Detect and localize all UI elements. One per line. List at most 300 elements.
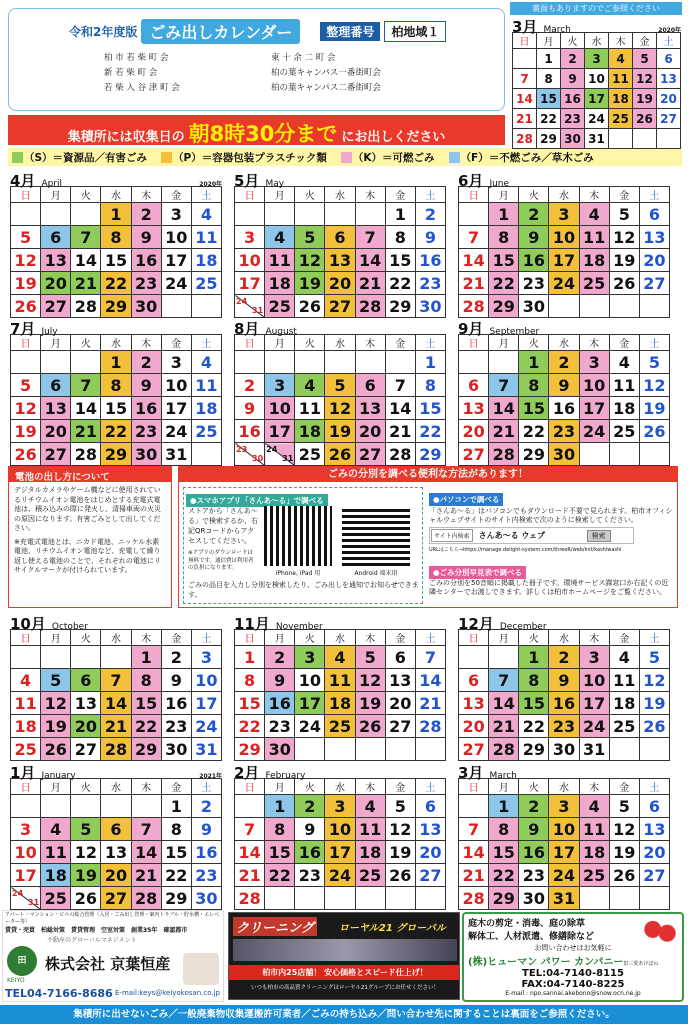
month-name: 4月: [10, 172, 36, 190]
day-cell: 8: [489, 818, 519, 841]
day-cell: 22: [131, 715, 161, 738]
day-cell: 22: [101, 272, 131, 295]
day-cell: 13: [101, 841, 131, 864]
battery-title: 電池の出し方について: [9, 467, 171, 482]
week-row: [235, 249, 446, 272]
banner-time: 朝8時30分まで: [188, 122, 338, 146]
ad-human-company: (株)ヒューマン パワー カンパニー: [468, 957, 624, 968]
day-cell: [101, 795, 131, 818]
week-row: [459, 374, 670, 397]
day-cell: 30: [265, 738, 295, 761]
site-search-input[interactable]: さんあ～る ウェブ: [478, 531, 546, 540]
day-cell: 18: [191, 397, 221, 420]
day-cell: [609, 443, 639, 466]
app-section: [183, 487, 423, 604]
weekday-header: 土: [191, 187, 221, 203]
book-text: ごみの分別を50音順に掲載した冊子です。環境サービス課窓口か右記くの近隣センターでお渡しできます。詳しくは柏市ホームページをご覧ください。: [429, 579, 669, 596]
day-cell: 14: [459, 841, 489, 864]
day-cell: 30: [415, 295, 445, 318]
weekday-header: 日: [459, 630, 489, 646]
day-cell: [325, 738, 355, 761]
day-cell: 26: [609, 272, 639, 295]
day-cell: 13: [415, 818, 445, 841]
association-left-2: 新 若 柴 町 会: [104, 68, 158, 78]
day-cell: [295, 738, 325, 761]
month-header: [458, 318, 670, 338]
legend-item-s: [12, 150, 147, 165]
association-left-3: 若 柴 入 谷 津 町 会: [104, 83, 180, 93]
day-cell: 2: [191, 795, 221, 818]
day-cell: 17: [549, 249, 579, 272]
url-text[interactable]: URLはこちら→https://manage.delight-system.com/threeR/web/init/kashiwashi: [429, 547, 622, 553]
week-row: [11, 887, 222, 910]
day-cell: [11, 795, 41, 818]
day-cell: 24: [161, 420, 191, 443]
day-cell: 29: [235, 738, 265, 761]
day-cell: [191, 443, 221, 466]
day-cell: 17: [325, 841, 355, 864]
day-cell: 8: [537, 69, 561, 89]
day-cell: 13: [325, 249, 355, 272]
weekday-header: 土: [415, 187, 445, 203]
pc-section: [429, 487, 673, 557]
day-cell: 6: [325, 226, 355, 249]
day-cell: 29: [415, 443, 445, 466]
month-name: 7月: [10, 320, 36, 338]
day-cell: 15: [489, 841, 519, 864]
day-cell: 5: [11, 374, 41, 397]
day-cell: 21: [459, 272, 489, 295]
month-grid: [10, 629, 222, 761]
day-cell: 25: [609, 715, 639, 738]
day-cell: 14: [71, 249, 101, 272]
month-grid: [234, 778, 446, 910]
day-cell: 11: [265, 249, 295, 272]
qr-android[interactable]: [342, 506, 410, 566]
weekday-header: 水: [101, 335, 131, 351]
day-cell: 24: [295, 715, 325, 738]
weekday-header: 金: [161, 630, 191, 646]
month-name: 3月: [512, 18, 538, 36]
day-cell: 2: [549, 646, 579, 669]
day-cell: [71, 351, 101, 374]
day-cell: 23: [131, 420, 161, 443]
day-cell: 27: [325, 295, 355, 318]
day-cell: 10: [191, 669, 221, 692]
day-cell: 18: [295, 420, 325, 443]
day-cell: 30: [519, 295, 549, 318]
day-cell: 13: [41, 397, 71, 420]
day-cell: 26: [71, 887, 101, 910]
day-cell: 19: [639, 692, 669, 715]
month-english: February: [265, 771, 306, 781]
day-cell: 2: [131, 203, 161, 226]
day-cell: 19: [609, 841, 639, 864]
day-cell: 24: [579, 420, 609, 443]
weekday-header: 水: [549, 779, 579, 795]
qr-iphone[interactable]: [264, 506, 332, 566]
day-cell: 1: [537, 49, 561, 69]
day-cell: 26: [609, 864, 639, 887]
day-cell: 25: [355, 864, 385, 887]
day-cell: 10: [295, 669, 325, 692]
day-cell: 11: [579, 818, 609, 841]
weekday-header: 木: [579, 335, 609, 351]
weekday-header: 月: [489, 335, 519, 351]
weekday-header: 月: [41, 779, 71, 795]
month-header: [234, 318, 446, 338]
day-cell: 27: [355, 443, 385, 466]
day-cell: 15: [161, 841, 191, 864]
day-cell: 2: [161, 646, 191, 669]
day-cell: 24: [325, 864, 355, 887]
day-cell: 1: [101, 203, 131, 226]
ad-human-mail[interactable]: E-mail : npo.sannai.akebono@snow.ocn.ne.jp: [505, 990, 641, 997]
day-cell: 13: [385, 669, 415, 692]
day-cell: 12: [639, 669, 669, 692]
day-cell: 17: [191, 692, 221, 715]
weekday-header: 水: [325, 630, 355, 646]
day-cell: 16: [561, 89, 585, 109]
day-cell: [295, 203, 325, 226]
week-row: [513, 129, 681, 149]
day-cell: 4: [609, 49, 633, 69]
week-row: [235, 692, 446, 715]
weekday-header: 水: [101, 630, 131, 646]
day-cell: 7: [101, 669, 131, 692]
day-cell: 24: [549, 864, 579, 887]
day-cell: 26: [11, 295, 41, 318]
day-cell: [41, 351, 71, 374]
day-cell: 14: [415, 669, 445, 692]
day-cell: 24: [585, 109, 609, 129]
month-jul: [10, 318, 222, 466]
day-cell: 22: [235, 715, 265, 738]
week-row: [11, 397, 222, 420]
day-cell: 27: [459, 738, 489, 761]
day-cell: 7: [385, 374, 415, 397]
day-cell: 12: [41, 692, 71, 715]
day-cell: 15: [415, 397, 445, 420]
day-cell: 2: [549, 351, 579, 374]
day-cell: [459, 351, 489, 374]
day-cell: 18: [265, 272, 295, 295]
day-cell: 4: [355, 795, 385, 818]
weekday-header: 日: [459, 335, 489, 351]
day-cell: 19: [385, 841, 415, 864]
book-section: [429, 560, 673, 604]
day-cell: 8: [101, 226, 131, 249]
week-row: [11, 841, 222, 864]
week-row: [459, 397, 670, 420]
day-cell: 7: [459, 226, 489, 249]
month-jan: [10, 762, 222, 910]
day-cell: 3: [161, 351, 191, 374]
day-cell: [489, 351, 519, 374]
weekday-header: 金: [609, 187, 639, 203]
day-cell: 24: [161, 272, 191, 295]
day-cell: 25: [265, 295, 295, 318]
day-cell: 23: [295, 864, 325, 887]
day-cell: 15: [385, 249, 415, 272]
day-cell: 1: [519, 351, 549, 374]
ad-cleaning-line: 柏市内25店舗！ 安心価格とスピード仕上げ！: [229, 965, 460, 980]
day-cell: 29: [489, 295, 519, 318]
day-cell: 6: [459, 374, 489, 397]
ad-keiyo: [2, 910, 224, 1002]
week-row: [11, 226, 222, 249]
day-cell: [355, 203, 385, 226]
day-cell: [657, 129, 681, 149]
day-cell: 12: [385, 818, 415, 841]
day-cell: 2: [519, 203, 549, 226]
day-cell: 21: [71, 272, 101, 295]
month-english: November: [275, 622, 323, 632]
app-note: ※アプリのダウンロードは無料です。通信費は利用者の負担になります。: [188, 550, 254, 571]
day-cell: 22: [519, 715, 549, 738]
day-cell: 1: [131, 646, 161, 669]
day-cell: 18: [41, 864, 71, 887]
day-cell: 16: [161, 692, 191, 715]
day-cell: 24: [579, 715, 609, 738]
day-cell: 7: [415, 646, 445, 669]
day-cell: [639, 443, 669, 466]
day-cell: [579, 887, 609, 910]
day-cell: 4: [579, 203, 609, 226]
qr-android-label: Android 端末用: [354, 570, 398, 577]
week-row: [513, 69, 681, 89]
week-row: [235, 646, 446, 669]
tulip-icon: [642, 918, 678, 956]
week-row: [11, 351, 222, 374]
day-cell: 31: [161, 443, 191, 466]
month-header: [458, 762, 670, 782]
app-text-2: ごみの品目を入力し分別を検索したり、ごみ出しを通知でお知らせできます。: [188, 581, 419, 599]
day-cell: [235, 795, 265, 818]
month-name: 9月: [458, 320, 484, 338]
month-nov: [234, 613, 446, 761]
day-cell: 28: [459, 295, 489, 318]
weekday-header: 木: [355, 187, 385, 203]
day-cell: 1: [101, 351, 131, 374]
day-cell: 22: [161, 864, 191, 887]
day-cell: 19: [295, 272, 325, 295]
day-cell: 16: [191, 841, 221, 864]
page-title: ごみ出しカレンダー: [141, 19, 300, 44]
month-name: 8月: [234, 320, 260, 338]
week-row: [11, 374, 222, 397]
day-cell: 31: [191, 738, 221, 761]
day-cell: [325, 203, 355, 226]
month-english: September: [489, 327, 540, 337]
day-cell: [579, 443, 609, 466]
day-cell: 30: [161, 738, 191, 761]
day-cell: 30: [561, 129, 585, 149]
day-cell: [579, 295, 609, 318]
weekday-header: 日: [11, 187, 41, 203]
day-cell: [549, 295, 579, 318]
day-cell: 26: [639, 420, 669, 443]
day-cell: 3: [191, 646, 221, 669]
day-cell: 13: [639, 226, 669, 249]
day-cell: 17: [579, 692, 609, 715]
month-sep: [458, 318, 670, 466]
weekday-header: 水: [585, 33, 609, 49]
week-row: [235, 715, 446, 738]
day-cell: 30: [131, 443, 161, 466]
day-cell: 23: [519, 864, 549, 887]
day-cell: [235, 351, 265, 374]
day-cell: 10: [325, 818, 355, 841]
weekday-header: 木: [579, 630, 609, 646]
weekday-header: 土: [191, 779, 221, 795]
day-cell: [191, 295, 221, 318]
day-cell: 30: [549, 443, 579, 466]
day-cell: 12: [609, 226, 639, 249]
day-cell: 12: [639, 374, 669, 397]
day-cell: 12: [633, 69, 657, 89]
week-row: [459, 249, 670, 272]
day-cell: 29: [131, 738, 161, 761]
weekday-header: 月: [41, 630, 71, 646]
day-cell: 14: [489, 692, 519, 715]
day-cell: 28: [489, 443, 519, 466]
pc-text: 「さんあ～る」はパソコンでもダウンロード不要で見られます。柏市オフィシャルウェブサイトのサイト内検索で次のように検索してください。: [429, 507, 673, 524]
month-header: [234, 613, 446, 633]
month-grid: [10, 778, 222, 910]
month-header: [234, 170, 446, 190]
weekday-header: 土: [415, 335, 445, 351]
month-grid: [458, 186, 670, 318]
day-cell: 13: [657, 69, 681, 89]
day-cell: [609, 295, 639, 318]
month-grid: [458, 629, 670, 761]
day-cell: 28: [235, 887, 265, 910]
qr-iphone-label: iPhone, iPad 用: [275, 570, 321, 577]
day-cell: 3: [585, 49, 609, 69]
battery-text-2: ※充電式電池とは、ニカド電池、ニッケル水素電池、リチウムイオン電池など、充電して繰り返し使える電池のことで、それぞれの電池にリサイクルマークが付けられています。: [14, 537, 161, 574]
day-cell: 16: [549, 692, 579, 715]
ad-keiyo-mail[interactable]: E-mail:keys@keiyokosan.co.jp: [115, 989, 220, 997]
day-cell: 5: [355, 646, 385, 669]
ad-keiyo-logo: 田: [7, 946, 37, 976]
day-cell: 6: [657, 49, 681, 69]
day-cell: [41, 646, 71, 669]
day-cell: 29: [489, 887, 519, 910]
day-cell: 10: [235, 249, 265, 272]
day-cell: 18: [609, 692, 639, 715]
site-search-button[interactable]: 検索: [587, 530, 611, 542]
day-cell: 9: [549, 374, 579, 397]
day-cell: 7: [459, 818, 489, 841]
weekday-header: 火: [295, 335, 325, 351]
day-cell: 1: [265, 795, 295, 818]
day-cell: 30: [549, 738, 579, 761]
month-header: [10, 762, 222, 782]
day-cell: 28: [101, 738, 131, 761]
month-name: 6月: [458, 172, 484, 190]
day-cell: 9: [191, 818, 221, 841]
ad-keiyo-tag: 不動産のグローバルマネジメント: [47, 937, 137, 944]
day-cell: 15: [519, 397, 549, 420]
day-cell: 1: [519, 646, 549, 669]
weekday-header: 月: [489, 779, 519, 795]
day-cell: 7: [71, 226, 101, 249]
weekday-header: 水: [101, 187, 131, 203]
day-cell: 5: [71, 818, 101, 841]
week-row: [459, 887, 670, 910]
day-cell: 3: [325, 795, 355, 818]
day-cell: 19: [325, 420, 355, 443]
day-cell: 19: [11, 272, 41, 295]
day-cell: 3: [579, 646, 609, 669]
day-cell: 20: [385, 692, 415, 715]
day-cell: 29: [161, 887, 191, 910]
weekday-header: 土: [639, 187, 669, 203]
day-cell: 24 31: [265, 443, 295, 466]
ad-human-company-sub: 旧三愛あけぼの: [623, 961, 659, 967]
day-cell: 19: [71, 864, 101, 887]
month-header: [10, 318, 222, 338]
day-cell: 28: [459, 887, 489, 910]
day-cell: 25: [609, 109, 633, 129]
day-cell: [101, 646, 131, 669]
day-cell: 7: [489, 374, 519, 397]
weekday-header: 金: [609, 335, 639, 351]
ad-keiyo-tel[interactable]: TEL04-7166-8686: [5, 987, 113, 1000]
day-cell: 23: [519, 272, 549, 295]
day-cell: 14: [385, 397, 415, 420]
day-cell: 30: [131, 295, 161, 318]
weekday-header: 土: [657, 33, 681, 49]
ad-human-line-1: 庭木の剪定・消毒、庭の除草: [468, 919, 586, 929]
day-cell: 29: [519, 443, 549, 466]
day-cell: 29: [101, 295, 131, 318]
day-cell: 9: [519, 226, 549, 249]
week-row: [235, 738, 446, 761]
title-prefix: 令和2年度版: [69, 25, 138, 39]
day-cell: 13: [41, 249, 71, 272]
weekday-header: 火: [295, 187, 325, 203]
day-cell: 12: [295, 249, 325, 272]
day-cell: 3: [161, 203, 191, 226]
day-cell: 23: [191, 864, 221, 887]
ad-human-tel[interactable]: TEL:04-7140-8115: [522, 968, 624, 979]
week-row: [513, 49, 681, 69]
day-cell: 26: [385, 864, 415, 887]
day-cell: 14: [235, 841, 265, 864]
day-cell: 9: [131, 374, 161, 397]
day-cell: 21: [235, 864, 265, 887]
ad-human-line-2: 解体工、人材派遣、修繕除など: [468, 932, 595, 942]
weekday-header: 木: [355, 335, 385, 351]
day-cell: 23: [415, 272, 445, 295]
day-cell: 20: [41, 420, 71, 443]
day-cell: 20: [639, 841, 669, 864]
day-cell: 18: [11, 715, 41, 738]
weekday-header: 日: [235, 630, 265, 646]
day-cell: 28: [71, 443, 101, 466]
month-english: June: [489, 179, 510, 189]
day-cell: 17: [549, 841, 579, 864]
day-cell: 2: [415, 203, 445, 226]
day-cell: 20: [41, 272, 71, 295]
weekday-header: 水: [101, 779, 131, 795]
month-grid: [10, 334, 222, 466]
month-english: December: [499, 622, 547, 632]
day-cell: 14: [101, 692, 131, 715]
day-cell: 12: [325, 397, 355, 420]
